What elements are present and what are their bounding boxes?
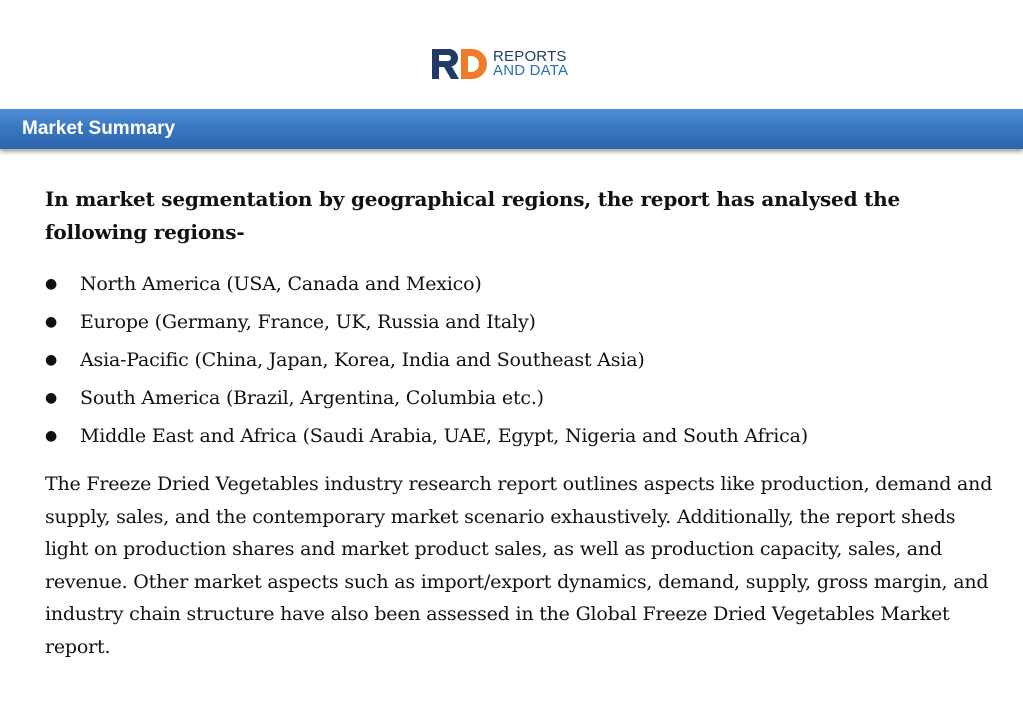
region-label: South America (Brazil, Argentina, Columbia etc.)	[80, 387, 544, 409]
list-item	[45, 417, 995, 455]
bullet-icon: ●	[45, 314, 58, 330]
list-item	[45, 379, 995, 417]
reports-and-data-logo	[432, 48, 568, 80]
region-label: Asia-Pacific (China, Japan, Korea, India and Southeast Asia)	[80, 349, 645, 371]
list-item	[45, 265, 995, 303]
region-label: North America (USA, Canada and Mexico)	[80, 273, 482, 295]
section-banner	[0, 109, 1023, 149]
bullet-icon: ●	[45, 352, 58, 368]
list-item	[45, 303, 995, 341]
summary-paragraph: The Freeze Dried Vegetables industry research report outlines aspects like production, demand and supply, sales, and the contemporary market scenario exhaustively. Additionally, the report sheds light on production shares and market product sales, as well as production capacity, sales, and revenue. Other market aspects such as import/export dynamics, demand, supply, gross margin, and industry chain structure have also been assessed in the Global Freeze Dried Vegetables Market report.	[45, 473, 993, 658]
bullet-icon: ●	[45, 428, 58, 444]
logo-line-1: REPORTS	[493, 48, 567, 65]
intro-heading: In market segmentation by geographical regions, the report has analysed the following regions-	[45, 187, 901, 244]
bullet-icon: ●	[45, 276, 58, 292]
logo-wordmark	[493, 50, 568, 78]
region-label: Middle East and Africa (Saudi Arabia, UAE, Egypt, Nigeria and South Africa)	[80, 425, 808, 447]
logo-line-2: AND DATA	[493, 62, 569, 79]
region-label: Europe (Germany, France, UK, Russia and Italy)	[80, 311, 536, 333]
slide-content	[45, 183, 995, 664]
list-item	[45, 341, 995, 379]
rd-logo-icon	[432, 48, 488, 80]
region-list	[45, 265, 995, 455]
bullet-icon: ●	[45, 390, 58, 406]
section-title: Market Summary	[22, 118, 176, 139]
